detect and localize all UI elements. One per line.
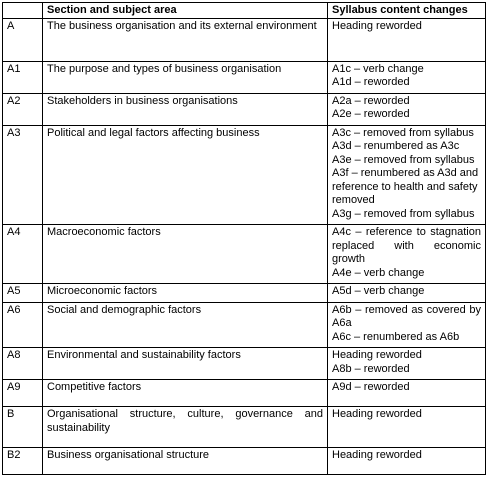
change-item: Heading reworded bbox=[332, 408, 422, 420]
row-changes bbox=[328, 448, 486, 475]
change-item: A9d – reworded bbox=[332, 381, 410, 393]
row-changes bbox=[328, 407, 486, 448]
row-changes bbox=[328, 61, 486, 93]
change-item: A1d – reworded bbox=[332, 76, 410, 88]
row-area: Political and legal factors affecting business bbox=[43, 125, 328, 225]
row-area: Stakeholders in business organisations bbox=[43, 93, 328, 125]
header-section: Section and subject area bbox=[43, 3, 328, 19]
change-item: A2e – reworded bbox=[332, 108, 410, 120]
change-item: A5d – verb change bbox=[332, 285, 425, 297]
row-code: A bbox=[3, 18, 43, 61]
row-code: A4 bbox=[3, 225, 43, 284]
change-item: A2a – reworded bbox=[332, 94, 410, 107]
row-area: Business organisational structure bbox=[43, 448, 328, 475]
change-item: A3d – renumbered as A3c bbox=[332, 140, 460, 152]
row-area: Organisational structure, culture, governance and sustainability bbox=[43, 407, 328, 448]
change-item: A4c – reference to stagnation replaced with economic growth bbox=[332, 226, 481, 265]
row-area: Social and demographic factors bbox=[43, 302, 328, 348]
change-item: A3f – renumbered as A3d and reference to health and safety removed bbox=[332, 167, 479, 206]
change-item: A4e – verb change bbox=[332, 266, 425, 279]
change-item: A6b – removed as covered by A6a bbox=[332, 303, 481, 329]
row-changes bbox=[328, 380, 486, 407]
row-changes bbox=[328, 348, 486, 380]
row-changes bbox=[328, 302, 486, 348]
row-area: The purpose and types of business organisation bbox=[43, 61, 328, 93]
table-row bbox=[3, 18, 486, 61]
table-header-row bbox=[3, 3, 486, 19]
table-row bbox=[3, 225, 486, 284]
row-code: A3 bbox=[3, 125, 43, 225]
row-changes bbox=[328, 125, 486, 225]
table-row bbox=[3, 448, 486, 475]
row-code: B bbox=[3, 407, 43, 448]
syllabus-changes-table bbox=[2, 2, 486, 475]
row-changes bbox=[328, 284, 486, 303]
row-changes bbox=[328, 93, 486, 125]
change-item: A3c – removed from syllabus bbox=[332, 126, 474, 139]
change-item: A3g – removed from syllabus bbox=[332, 207, 475, 220]
change-item: A1c – verb change bbox=[332, 62, 424, 75]
table-row bbox=[3, 93, 486, 125]
row-area: Competitive factors bbox=[43, 380, 328, 407]
table-row bbox=[3, 348, 486, 380]
change-item: Heading reworded bbox=[332, 349, 422, 361]
change-item: Heading reworded bbox=[332, 449, 422, 461]
row-code: A9 bbox=[3, 380, 43, 407]
row-code: A2 bbox=[3, 93, 43, 125]
row-changes bbox=[328, 18, 486, 61]
table-row bbox=[3, 125, 486, 225]
row-code: B2 bbox=[3, 448, 43, 475]
table-row bbox=[3, 407, 486, 448]
row-code: A8 bbox=[3, 348, 43, 380]
change-item: A6c – renumbered as A6b bbox=[332, 330, 460, 343]
table-row bbox=[3, 284, 486, 303]
table-row bbox=[3, 302, 486, 348]
change-item: A8b – reworded bbox=[332, 362, 410, 375]
row-changes bbox=[328, 225, 486, 284]
row-code: A6 bbox=[3, 302, 43, 348]
row-area: Environmental and sustainability factors bbox=[43, 348, 328, 380]
row-code: A5 bbox=[3, 284, 43, 303]
row-area: Microeconomic factors bbox=[43, 284, 328, 303]
change-item: A3e – removed from syllabus bbox=[332, 153, 475, 166]
header-changes: Syllabus content changes bbox=[328, 3, 486, 19]
row-area: The business organisation and its external environment bbox=[43, 18, 328, 61]
row-area: Macroeconomic factors bbox=[43, 225, 328, 284]
table-row bbox=[3, 380, 486, 407]
row-code: A1 bbox=[3, 61, 43, 93]
change-item: Heading reworded bbox=[332, 19, 422, 32]
table-row bbox=[3, 61, 486, 93]
header-code bbox=[3, 3, 43, 19]
